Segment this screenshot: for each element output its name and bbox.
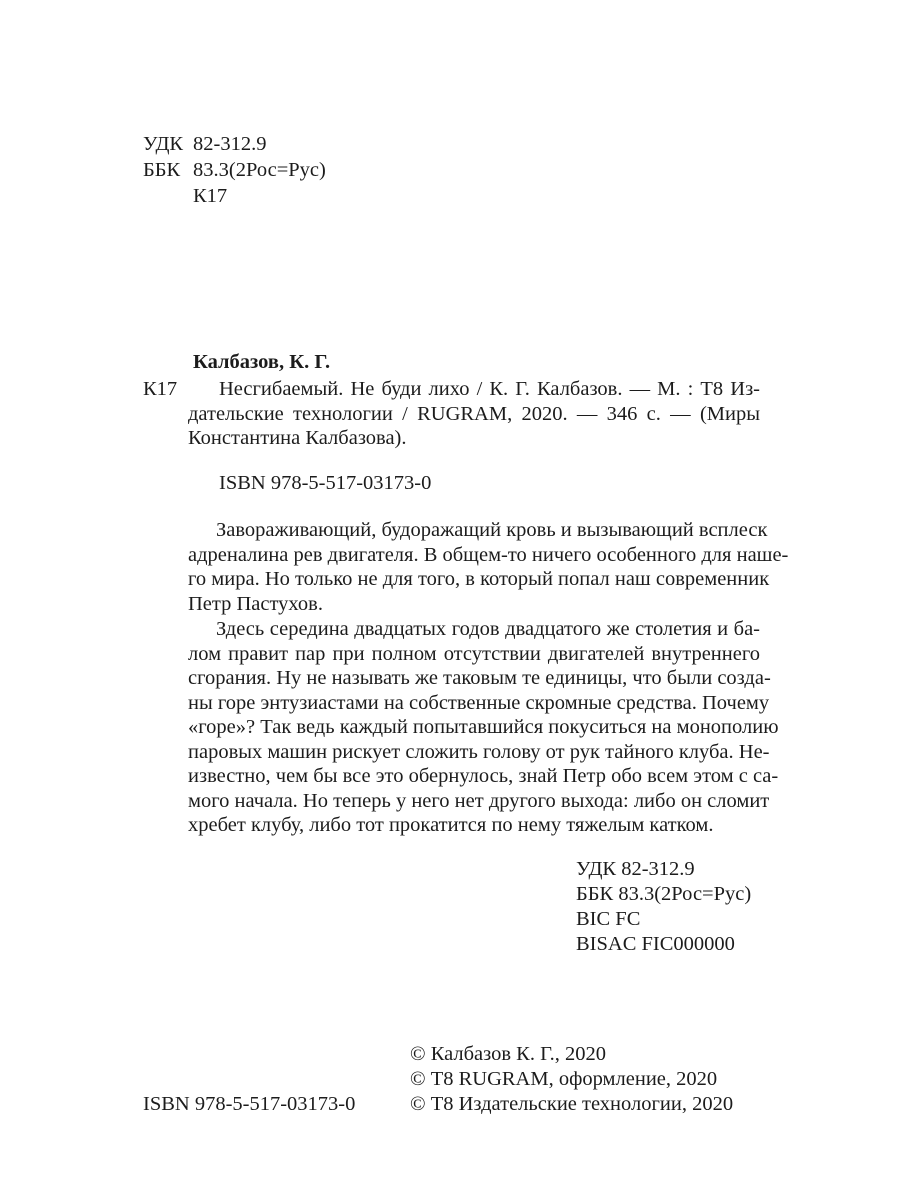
annotation-line: сгорания. Ну не называть же таковым те единицы, что были созда- bbox=[188, 667, 771, 689]
bbk-line bbox=[143, 158, 326, 182]
annotation-line: паровых машин рискует сложить голову от рук тайного клуба. Не- bbox=[188, 740, 770, 763]
bbk-label: ББК bbox=[143, 159, 181, 181]
annotation-line: мого начала. Но теперь у него нет другого выхода: либо он сломит bbox=[188, 789, 770, 812]
classification-bic: BIC FC bbox=[576, 908, 641, 930]
classification-bbk: ББК 83.3(2Рос=Рус) bbox=[576, 883, 752, 905]
author-heading: Калбазов, К. Г. bbox=[193, 351, 331, 373]
classification-bisac: BISAC FIC000000 bbox=[576, 933, 735, 955]
annotation-line: лом правит пар при полном отсутствии двигателей внутреннего bbox=[188, 642, 760, 665]
bibliographic-description bbox=[188, 377, 760, 451]
annotation-paragraph-2 bbox=[188, 617, 779, 838]
record-author-mark: К17 bbox=[143, 378, 178, 400]
udk-line bbox=[143, 132, 266, 156]
bottom-isbn: ISBN 978-5-517-03173-0 bbox=[143, 1093, 356, 1115]
top-author-mark: К17 bbox=[193, 185, 228, 207]
description-line: Константина Калбазова). bbox=[188, 427, 407, 449]
copyright-publisher: © Т8 Издательские технологии, 2020 bbox=[410, 1093, 734, 1115]
bbk-value: 83.3(2Рос=Рус) bbox=[193, 159, 326, 181]
copyright-author: © Калбазов К. Г., 2020 bbox=[410, 1043, 607, 1065]
annotation-line: хребет клубу, либо тот прокатится по нему тяжелым катком. bbox=[188, 814, 714, 836]
description-line: Несгибаемый. Не буди лихо / К. Г. Калбазов. — М. : Т8 Из- bbox=[219, 378, 760, 400]
annotation-line: Петр Пастухов. bbox=[188, 592, 323, 615]
annotation-line: «горе»? Так ведь каждый попытавшийся покуситься на монополию bbox=[188, 716, 779, 738]
annotation-paragraph-1 bbox=[188, 518, 789, 616]
udk-label: УДК bbox=[143, 133, 184, 155]
description-line: дательские технологии / RUGRAM, 2020. — 346 с. — (Миры bbox=[188, 402, 760, 425]
classification-udk: УДК 82-312.9 bbox=[576, 858, 695, 880]
copyright-design: © Т8 RUGRAM, оформление, 2020 bbox=[410, 1068, 718, 1090]
annotation-line: Завораживающий, будоражащий кровь и вызывающий всплеск bbox=[216, 519, 768, 541]
annotation-line: ны горе энтузиастами на собственные скромные средства. Почему bbox=[188, 691, 770, 714]
record-isbn: ISBN 978-5-517-03173-0 bbox=[219, 472, 432, 494]
udk-value: 82-312.9 bbox=[193, 133, 267, 155]
annotation-line: адреналина рев двигателя. В общем-то ничего особенного для наше- bbox=[188, 543, 789, 566]
annotation-line: го мира. Но только не для того, в который попал наш современник bbox=[188, 568, 770, 590]
annotation-line: известно, чем бы все это обернулось, знай Петр обо всем этом с са- bbox=[188, 765, 779, 787]
annotation-line: Здесь середина двадцатых годов двадцатого же столетия и ба- bbox=[216, 618, 760, 640]
